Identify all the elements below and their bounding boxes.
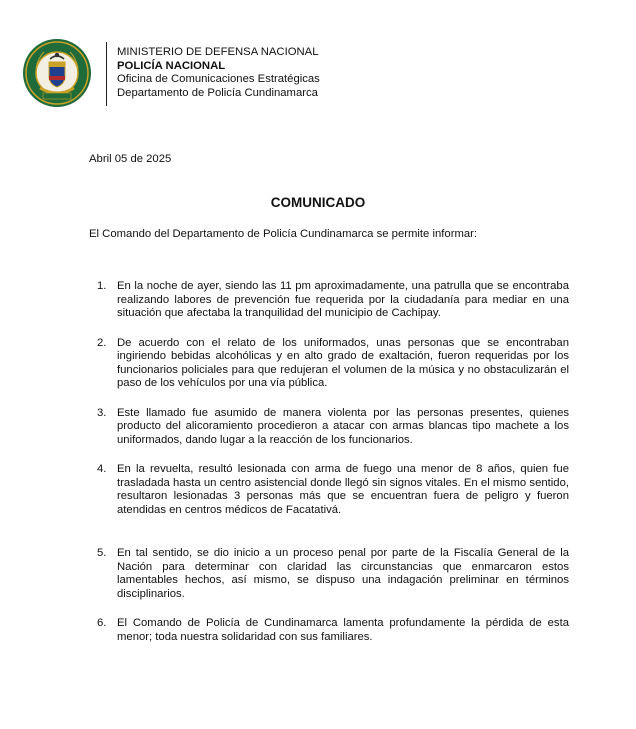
department-line: Departamento de Policía Cundinamarca [117, 86, 318, 99]
list-item [89, 463, 569, 517]
police-line: POLICÍA NACIONAL [117, 59, 226, 72]
list-item-text: El Comando de Policía de Cundinamarca lamenta profundamente la pérdida de esta menor; toda nuestra solidaridad con sus familiares. [117, 617, 569, 643]
list-item-number: 3. [97, 406, 107, 419]
list-item-number: 6. [97, 617, 107, 629]
list-item [89, 280, 569, 321]
statement-list [89, 280, 569, 644]
document-date: Abril 05 de 2025 [89, 153, 172, 165]
office-line: Oficina de Comunicaciones Estratégicas [117, 73, 320, 86]
list-item [89, 337, 569, 391]
list-item-text: En la noche de ayer, siendo las 11 pm aproximadamente, una patrulla que se encontraba realizando labores de prevención fue requerida por la ciudadanía para mediar en una situación que afectaba la tranquilidad del municipio de Cachipay. [117, 280, 569, 319]
document-title: COMUNICADO [270, 195, 366, 210]
list-item [89, 547, 569, 601]
list-item [89, 407, 569, 448]
list-item-text: Este llamado fue asumido de manera violenta por las personas presentes, quienes producto del alicoramiento procedieron a atacar con armas blancas tipo machete a los uniformados, dando lugar a la reacción de los funcionarios. [117, 406, 569, 446]
header-divider [106, 42, 107, 106]
list-item-number: 4. [97, 463, 107, 475]
letterhead-text [117, 46, 320, 100]
list-item-number: 1. [97, 280, 107, 292]
list-item-text: En tal sentido, se dio inicio a un proceso penal por parte de la Fiscalía General de la Nación para determinar con claridad las circunstancias que enmarcaron estos lamentables hechos, así mismo, se dispuso una indagación preliminar en términos disciplinarios. [117, 547, 569, 600]
list-item-number: 2. [97, 336, 107, 349]
intro-paragraph: El Comando del Departamento de Policía Cundinamarca se permite informar: [89, 228, 478, 240]
list-item-text: En la revuelta, resultó lesionada con arma de fuego una menor de 8 años, quien fue trasladada hasta un centro asistencial donde llegó sin signos vitales. En el mismo sentido, resultaron lesionadas 3 personas más que se encuentran fuera de peligro y fueron atendidas en centros médicos de Facatativá. [117, 463, 569, 516]
list-item-number: 5. [97, 547, 107, 559]
list-item-text: De acuerdo con el relato de los uniformados, unas personas que se encontraban ingiriendo bebidas alcohólicas y en alto grado de exaltación, fueron requeridas por los funcionarios policiales para que redujeran el volumen de la música y no obstaculizarán el paso de los vehículos por una vía pública. [117, 336, 569, 389]
police-seal-logo [22, 38, 92, 108]
list-item [89, 617, 569, 644]
ministry-line: MINISTERIO DE DEFENSA NACIONAL [117, 46, 319, 58]
